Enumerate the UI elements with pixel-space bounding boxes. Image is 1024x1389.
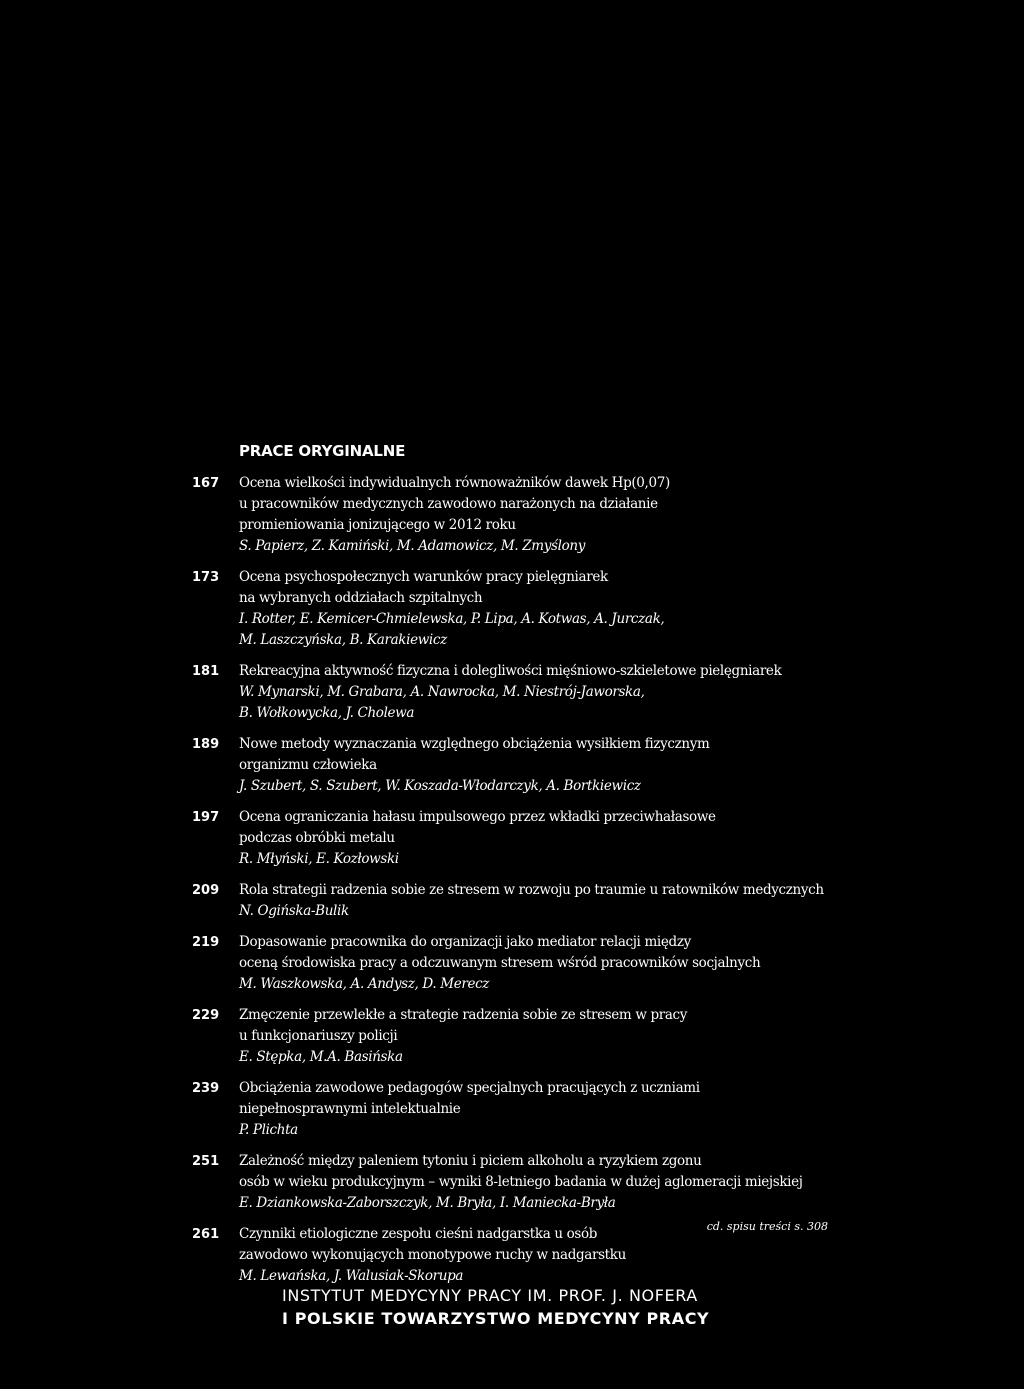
page-number: 239 — [192, 1081, 220, 1096]
article-title-line: niepełnosprawnymi intelektualnie — [239, 1101, 461, 1117]
table-of-contents — [192, 473, 832, 1297]
article-title-line: organizmu człowieka — [239, 757, 377, 773]
article-title-line: Ocena ograniczania hałasu impulsowego przez wkładki przeciwhałasowe — [239, 809, 716, 825]
toc-entry — [192, 880, 832, 922]
toc-entry — [192, 1224, 832, 1287]
article-title-line: Zależność między paleniem tytoniu i piciem alkoholu a ryzykiem zgonu — [239, 1153, 702, 1169]
article-authors-line: M. Waszkowska, A. Andysz, D. Merecz — [239, 976, 490, 992]
page-number: 251 — [192, 1154, 220, 1169]
article-title-line: Rekreacyjna aktywność fizyczna i dolegliwości mięśniowo-szkieletowe pielęgniarek — [239, 663, 782, 679]
toc-entry — [192, 661, 832, 724]
page-number: 261 — [192, 1227, 220, 1242]
toc-entry — [192, 807, 832, 870]
page-number: 189 — [192, 737, 220, 752]
section-heading: PRACE ORYGINALNE — [239, 442, 406, 460]
article-title-line: Ocena wielkości indywidualnych równoważników dawek Hp(0,07) — [239, 475, 670, 491]
article-authors-line: E. Stępka, M.A. Basińska — [239, 1049, 403, 1065]
toc-entry — [192, 1151, 832, 1214]
article-authors-line: E. Dziankowska-Zaborszczyk, M. Bryła, I. Maniecka-Bryła — [239, 1195, 616, 1211]
publisher-line-1: INSTYTUT MEDYCYNY PRACY IM. PROF. J. NOFERA — [282, 1286, 698, 1305]
article-title-line: promieniowania jonizującego w 2012 roku — [239, 517, 516, 533]
toc-entry — [192, 734, 832, 797]
article-authors-line: M. Lewańska, J. Walusiak-Skorupa — [239, 1268, 464, 1284]
article-title-line: Zmęczenie przewlekłe a strategie radzenia sobie ze stresem w pracy — [239, 1007, 688, 1023]
article-authors-line: I. Rotter, E. Kemicer-Chmielewska, P. Lipa, A. Kotwas, A. Jurczak, — [239, 611, 665, 627]
page-number: 219 — [192, 935, 220, 950]
toc-entry — [192, 1005, 832, 1068]
article-authors-line: N. Ogińska-Bulik — [239, 903, 349, 919]
article-title-line: osób w wieku produkcyjnym – wyniki 8-letniego badania w dużej aglomeracji miejskiej — [239, 1174, 803, 1190]
article-authors-line: S. Papierz, Z. Kamiński, M. Adamowicz, M. Zmyślony — [239, 538, 585, 554]
toc-entry — [192, 473, 832, 557]
article-title-line: Ocena psychospołecznych warunków pracy pielęgniarek — [239, 569, 608, 585]
page-number: 229 — [192, 1008, 220, 1023]
article-authors-line: W. Mynarski, M. Grabara, A. Nawrocka, M. Niestrój-Jaworska, — [239, 684, 645, 700]
toc-entry — [192, 567, 832, 651]
page-number: 197 — [192, 810, 220, 825]
continuation-note: cd. spisu treści s. 308 — [706, 1220, 828, 1233]
article-title-line: Obciążenia zawodowe pedagogów specjalnych pracujących z uczniami — [239, 1080, 700, 1096]
article-authors-line: J. Szubert, S. Szubert, W. Koszada-Włodarczyk, A. Bortkiewicz — [239, 778, 641, 794]
article-title-line: zawodowo wykonujących monotypowe ruchy w nadgarstku — [239, 1247, 626, 1263]
article-title-line: na wybranych oddziałach szpitalnych — [239, 590, 483, 606]
publisher — [282, 1284, 709, 1330]
page-number: 173 — [192, 570, 220, 585]
article-title-line: u funkcjonariuszy policji — [239, 1028, 398, 1044]
toc-entry — [192, 1078, 832, 1141]
article-authors-line: P. Plichta — [239, 1122, 298, 1138]
article-title-line: u pracowników medycznych zawodowo narażonych na działanie — [239, 496, 658, 512]
article-title-line: Dopasowanie pracownika do organizacji jako mediator relacji między — [239, 934, 691, 950]
article-title-line: podczas obróbki metalu — [239, 830, 395, 846]
page-number: 181 — [192, 664, 220, 679]
page-number: 167 — [192, 476, 220, 491]
article-title-line: oceną środowiska pracy a odczuwanym stresem wśród pracowników socjalnych — [239, 955, 761, 971]
article-authors-line: B. Wołkowycka, J. Cholewa — [239, 705, 415, 721]
article-authors-line: M. Laszczyńska, B. Karakiewicz — [239, 632, 447, 648]
toc-entry — [192, 932, 832, 995]
article-title-line: Czynniki etiologiczne zespołu cieśni nadgarstka u osób — [239, 1226, 598, 1242]
article-title-line: Rola strategii radzenia sobie ze stresem w rozwoju po traumie u ratowników medycznych — [239, 882, 824, 898]
page-number: 209 — [192, 883, 220, 898]
article-title-line: Nowe metody wyznaczania względnego obciążenia wysiłkiem fizycznym — [239, 736, 710, 752]
publisher-line-2: I POLSKIE TOWARZYSTWO MEDYCYNY PRACY — [282, 1309, 710, 1328]
article-authors-line: R. Młyński, E. Kozłowski — [239, 851, 399, 867]
